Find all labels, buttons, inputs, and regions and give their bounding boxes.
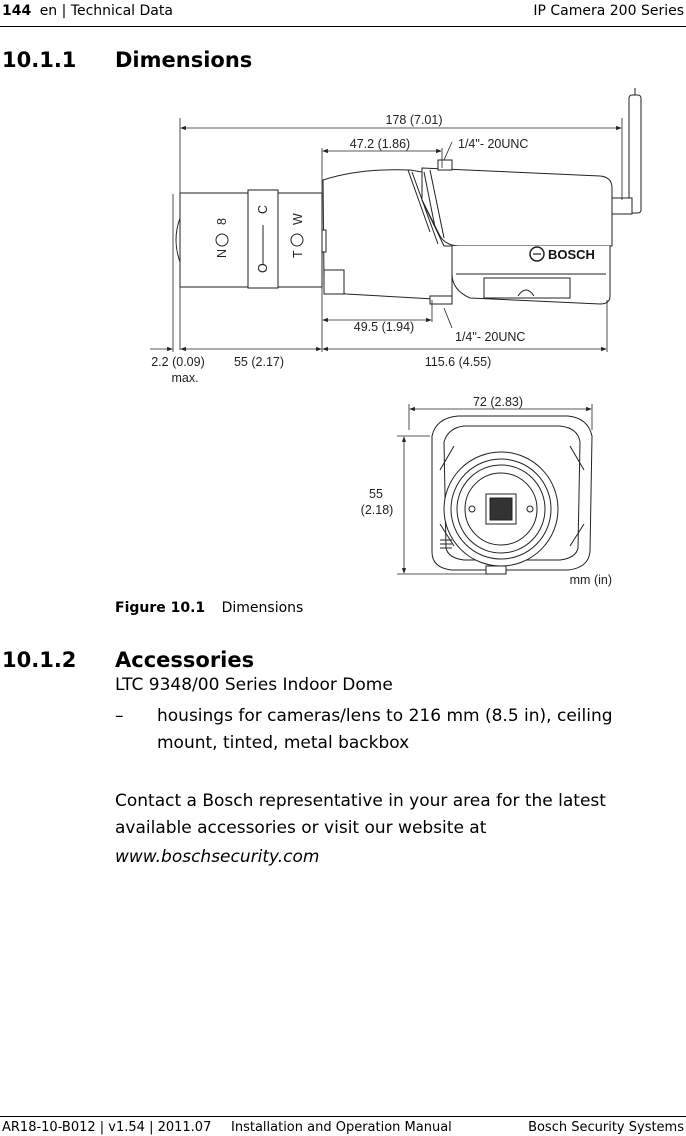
accessory-product: LTC 9348/00 Series Indoor Dome bbox=[115, 675, 393, 695]
contact-line-2: available accessories or visit our website at bbox=[115, 818, 487, 838]
lens-mark-c: C bbox=[256, 204, 270, 214]
contact-line-1: Contact a Bosch representative in your area for the latest bbox=[115, 791, 606, 811]
label-lens-length: 55 (2.17) bbox=[233, 355, 285, 369]
lens-mark-t: T bbox=[291, 250, 305, 258]
footer-company: Bosch Security Systems bbox=[528, 1120, 684, 1135]
label-bottom-thread: 1/4"- 20UNC bbox=[455, 330, 526, 344]
section-title-accessories: Accessories bbox=[115, 648, 255, 672]
brand-name: BOSCH bbox=[548, 247, 595, 262]
label-total-length: 178 (7.01) bbox=[385, 113, 443, 127]
mount-plate bbox=[484, 278, 570, 298]
figure-caption bbox=[115, 600, 303, 616]
label-front-width: 72 (2.83) bbox=[472, 395, 524, 409]
footer-manual: Installation and Operation Manual bbox=[231, 1120, 452, 1135]
lens-mark-8: 8 bbox=[215, 218, 229, 225]
lens-rear bbox=[278, 193, 322, 287]
bullet-line-2: mount, tinted, metal backbox bbox=[157, 733, 410, 753]
header-product: IP Camera 200 Series bbox=[533, 3, 684, 19]
section-number-accessories: 10.1.2 bbox=[2, 648, 77, 672]
lens-mark-o: O bbox=[256, 263, 270, 273]
label-front-height-mm: 55 bbox=[369, 487, 383, 501]
camera-housing bbox=[422, 168, 612, 246]
label-lens-protrusion: 2.2 (0.09) bbox=[151, 355, 205, 369]
header-section: en | Technical Data bbox=[39, 3, 173, 19]
label-top-thread: 1/4"- 20UNC bbox=[458, 137, 529, 151]
label-lens-protrusion-note: max. bbox=[171, 371, 199, 385]
footer-doc-id: AR18-10-B012 | v1.54 | 2011.07 bbox=[2, 1120, 212, 1135]
lens-front bbox=[180, 193, 248, 287]
lens-mark-w: W bbox=[291, 213, 305, 225]
label-front-height-in: (2.18) bbox=[360, 503, 394, 517]
footer-rule bbox=[0, 1116, 686, 1117]
antenna bbox=[629, 95, 641, 213]
figure-caption-text: Dimensions bbox=[221, 600, 304, 616]
camera-front-view bbox=[432, 416, 592, 574]
section-title-dimensions: Dimensions bbox=[115, 48, 253, 72]
section-number-dimensions: 10.1.1 bbox=[2, 48, 77, 72]
label-bottom-mount-offset: 49.5 (1.94) bbox=[353, 320, 415, 334]
lens-mark-n: N bbox=[215, 248, 229, 258]
figure-caption-label: Figure 10.1 bbox=[115, 600, 206, 616]
website-link[interactable]: www.boschsecurity.com bbox=[115, 847, 320, 867]
page-number: 144 bbox=[2, 3, 32, 19]
label-body-length: 115.6 (4.55) bbox=[424, 355, 492, 369]
bullet-line-1: housings for cameras/lens to 216 mm (8.5 in), ceiling bbox=[157, 706, 613, 726]
bullet-dash: – bbox=[115, 706, 124, 726]
label-front-mount-offset: 47.2 (1.86) bbox=[349, 137, 411, 151]
label-units: mm (in) bbox=[569, 573, 612, 587]
